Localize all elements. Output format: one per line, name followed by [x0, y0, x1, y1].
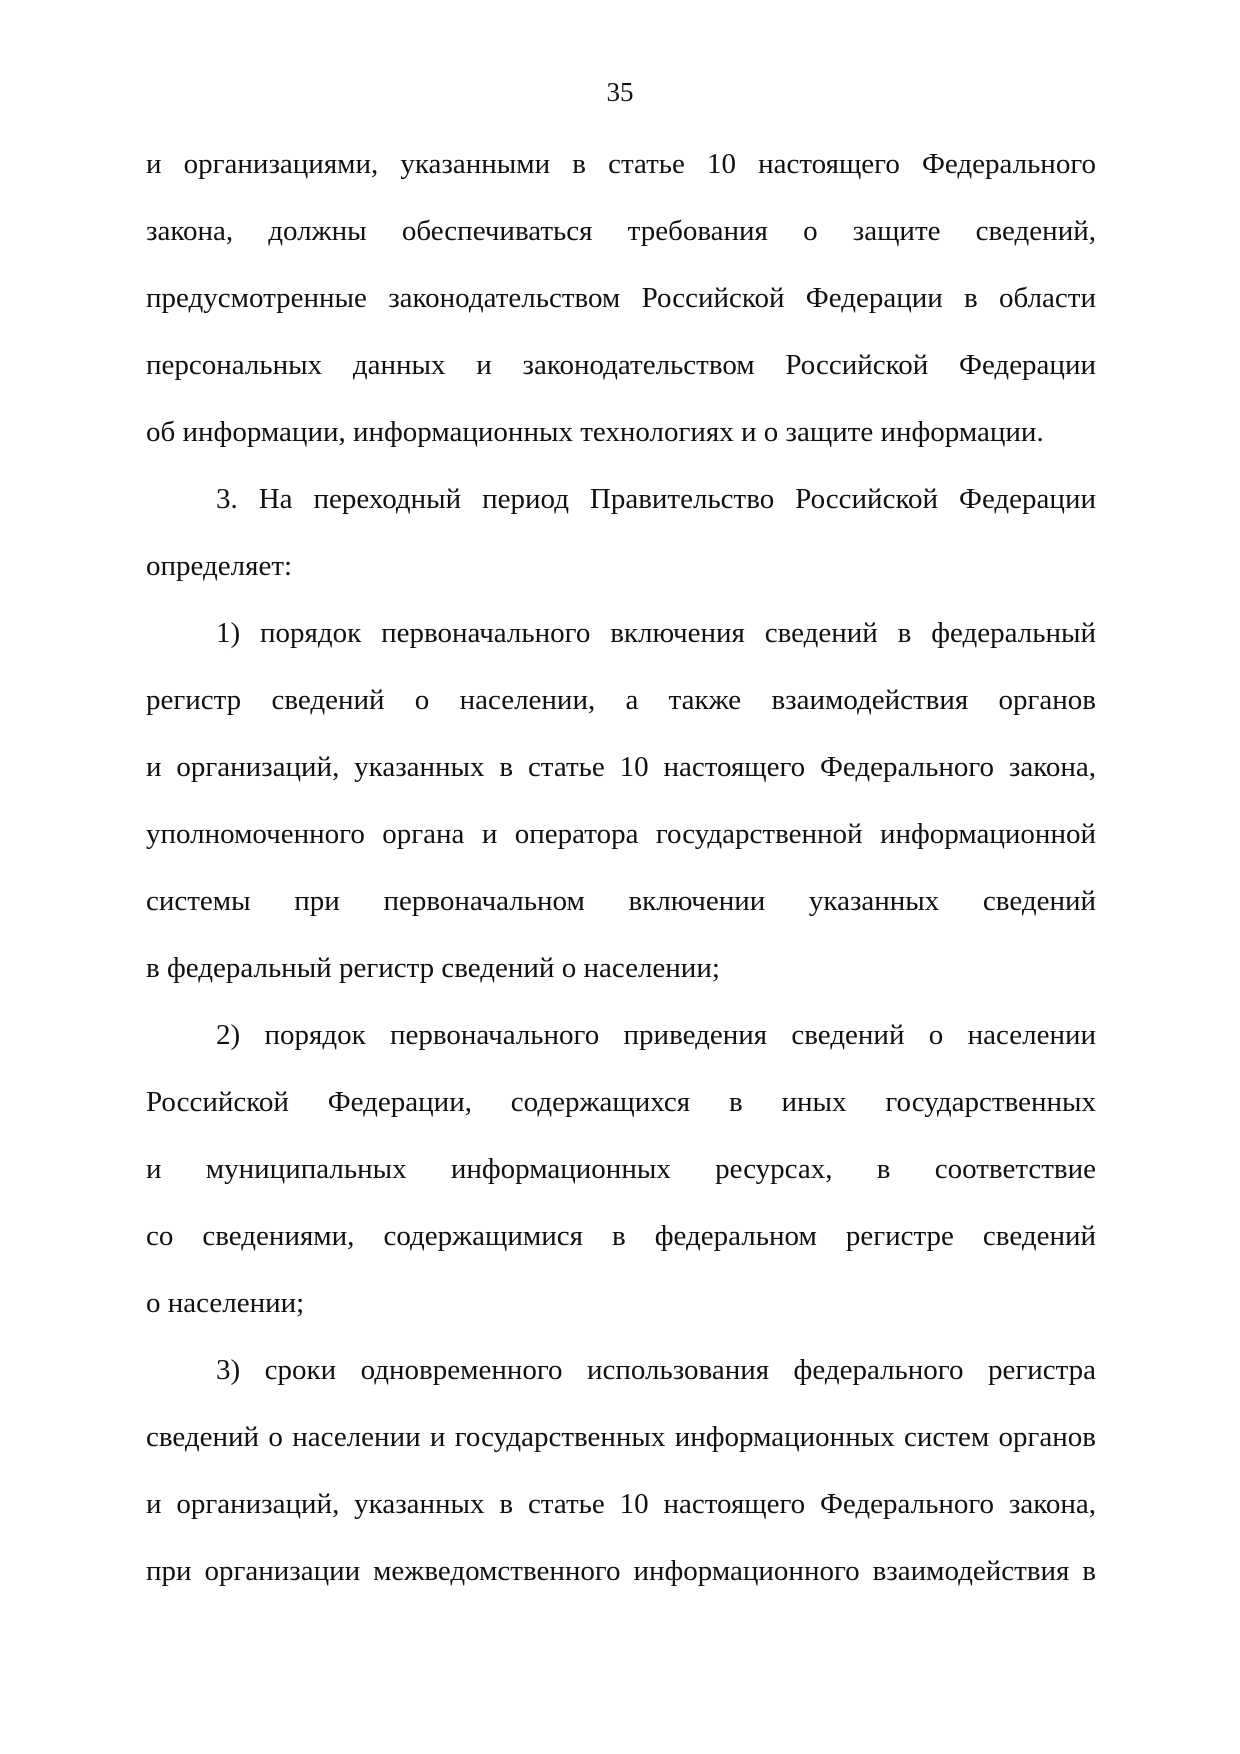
text-line: в федеральный регистр сведений о населении;: [146, 952, 720, 984]
text-line: 3. На переходный период Правительство Российской Федерации: [216, 483, 1096, 515]
text-line: сведений о населении и государственных информационных систем органов: [146, 1421, 1096, 1453]
text-line: и муниципальных информационных ресурсах, в соответствие: [146, 1153, 1096, 1185]
text-line: уполномоченного органа и оператора государственной информационной: [146, 818, 1096, 850]
text-line: 3) сроки одновременного использования федерального регистра: [216, 1354, 1096, 1386]
text-line: о населении;: [146, 1287, 305, 1319]
text-line: закона, должны обеспечиваться требования о защите сведений,: [146, 215, 1096, 247]
text-line: и организациями, указанными в статье 10 настоящего Федерального: [146, 148, 1096, 180]
text-line: и организаций, указанных в статье 10 настоящего Федерального закона,: [146, 751, 1096, 783]
text-line: об информации, информационных технологиях и о защите информации.: [146, 416, 1044, 448]
text-line: 2) порядок первоначального приведения сведений о населении: [216, 1019, 1096, 1051]
text-line: предусмотренные законодательством Российской Федерации в области: [146, 282, 1096, 314]
text-line: и организаций, указанных в статье 10 настоящего Федерального закона,: [146, 1488, 1096, 1520]
document-body: [146, 143, 1096, 1617]
text-line: Российской Федерации, содержащихся в иных государственных: [146, 1086, 1096, 1118]
text-line: определяет:: [146, 550, 293, 582]
page-number: 35: [606, 77, 634, 107]
text-line: регистр сведений о населении, а также взаимодействия органов: [146, 684, 1096, 716]
text-line: системы при первоначальном включении указанных сведений: [146, 885, 1096, 917]
text-line: 1) порядок первоначального включения сведений в федеральный: [216, 617, 1096, 649]
text-line: со сведениями, содержащимися в федеральном регистре сведений: [146, 1220, 1096, 1252]
text-line: персональных данных и законодательством Российской Федерации: [146, 349, 1096, 381]
text-line: при организации межведомственного информационного взаимодействия в: [146, 1555, 1096, 1587]
